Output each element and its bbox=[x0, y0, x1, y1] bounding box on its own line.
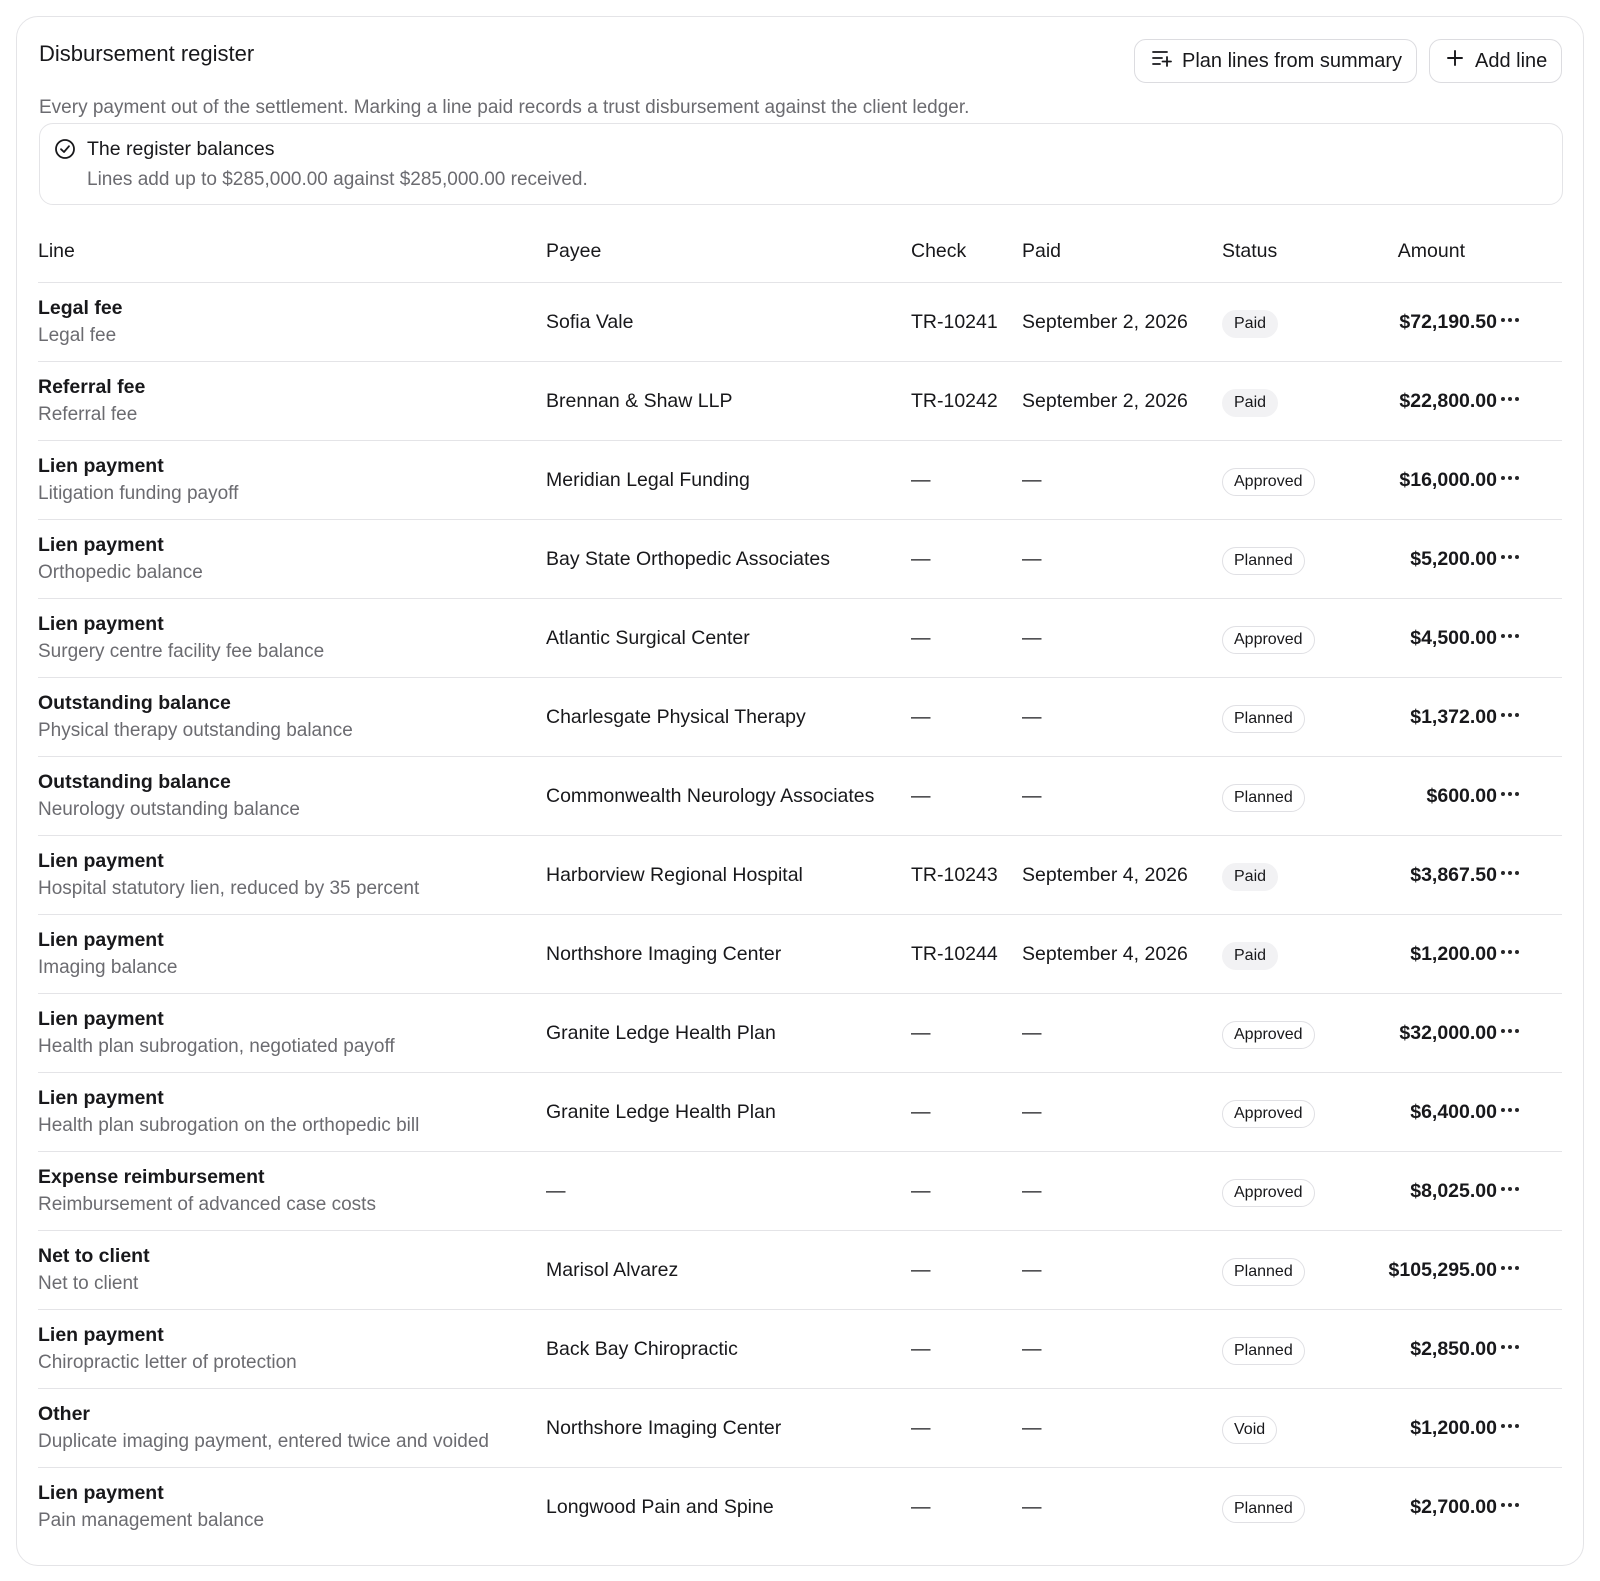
row-menu-button[interactable] bbox=[1497, 1097, 1523, 1123]
row-menu-button[interactable] bbox=[1497, 939, 1523, 965]
check-cell: TR-10241 bbox=[911, 311, 998, 333]
check-cell: — bbox=[911, 469, 931, 491]
payee-cell: Harborview Regional Hospital bbox=[546, 864, 803, 886]
status-badge: Planned bbox=[1222, 705, 1305, 733]
table-row[interactable] bbox=[38, 441, 1562, 520]
more-horizontal-icon bbox=[1501, 1424, 1519, 1428]
table-row[interactable] bbox=[38, 678, 1562, 757]
check-cell: — bbox=[911, 706, 931, 728]
amount-cell: $1,200.00 bbox=[1410, 943, 1497, 965]
more-horizontal-icon bbox=[1501, 318, 1519, 322]
line-description: Health plan subrogation, negotiated payoff bbox=[38, 1036, 395, 1057]
more-horizontal-icon bbox=[1501, 950, 1519, 954]
line-title: Other bbox=[38, 1403, 91, 1425]
page-subtitle: Every payment out of the settlement. Marking a line paid records a trust disbursement against the client ledger. bbox=[39, 97, 970, 118]
amount-cell: $105,295.00 bbox=[1388, 1259, 1497, 1281]
amount-cell: $600.00 bbox=[1426, 785, 1497, 807]
line-description: Legal fee bbox=[38, 325, 117, 346]
status-cell bbox=[1222, 705, 1305, 733]
paid-date-cell: September 4, 2026 bbox=[1022, 864, 1188, 886]
row-menu-button[interactable] bbox=[1497, 1334, 1523, 1360]
line-description: Duplicate imaging payment, entered twice and voided bbox=[38, 1431, 489, 1452]
plan-lines-label: Plan lines from summary bbox=[1182, 49, 1403, 72]
amount-cell: $4,500.00 bbox=[1410, 627, 1497, 649]
row-menu-button[interactable] bbox=[1497, 781, 1523, 807]
line-title: Lien payment bbox=[38, 534, 164, 556]
line-description: Chiropractic letter of protection bbox=[38, 1352, 297, 1373]
check-cell: — bbox=[911, 1496, 931, 1518]
line-title: Lien payment bbox=[38, 613, 164, 635]
status-cell bbox=[1222, 1179, 1315, 1207]
line-description: Net to client bbox=[38, 1273, 139, 1294]
table-row[interactable] bbox=[38, 520, 1562, 599]
check-cell: — bbox=[911, 1338, 931, 1360]
amount-cell: $3,867.50 bbox=[1410, 864, 1497, 886]
line-description: Surgery centre facility fee balance bbox=[38, 641, 325, 662]
amount-cell: $72,190.50 bbox=[1399, 311, 1497, 333]
paid-date-cell: — bbox=[1022, 469, 1042, 491]
line-title: Lien payment bbox=[38, 1008, 164, 1030]
status-cell bbox=[1222, 1258, 1305, 1286]
line-description: Hospital statutory lien, reduced by 35 percent bbox=[38, 878, 420, 899]
row-menu-button[interactable] bbox=[1497, 1176, 1523, 1202]
row-menu-button[interactable] bbox=[1497, 623, 1523, 649]
table-row[interactable] bbox=[38, 994, 1562, 1073]
line-title: Lien payment bbox=[38, 455, 164, 477]
status-cell bbox=[1222, 626, 1315, 654]
status-cell bbox=[1222, 1100, 1315, 1128]
amount-cell: $22,800.00 bbox=[1399, 390, 1497, 412]
amount-cell: $6,400.00 bbox=[1410, 1101, 1497, 1123]
paid-date-cell: September 2, 2026 bbox=[1022, 311, 1188, 333]
table-body bbox=[38, 283, 1562, 1547]
page-title: Disbursement register bbox=[39, 41, 255, 66]
status-cell bbox=[1222, 784, 1305, 812]
plan-lines-button[interactable] bbox=[1134, 39, 1417, 83]
row-menu-button[interactable] bbox=[1497, 1255, 1523, 1281]
table-row[interactable] bbox=[38, 362, 1562, 441]
paid-date-cell: — bbox=[1022, 627, 1042, 649]
table-row[interactable] bbox=[38, 1231, 1562, 1310]
balance-callout bbox=[39, 123, 1563, 205]
more-horizontal-icon bbox=[1501, 1345, 1519, 1349]
amount-cell: $16,000.00 bbox=[1399, 469, 1497, 491]
table-row[interactable] bbox=[38, 915, 1562, 994]
amount-cell: $8,025.00 bbox=[1410, 1180, 1497, 1202]
status-cell bbox=[1222, 1495, 1305, 1523]
paid-date-cell: — bbox=[1022, 1259, 1042, 1281]
status-cell bbox=[1222, 1416, 1277, 1444]
amount-cell: $1,372.00 bbox=[1410, 706, 1497, 728]
check-circle-icon bbox=[54, 138, 76, 165]
payee-cell: — bbox=[546, 1180, 566, 1202]
row-menu-button[interactable] bbox=[1497, 1018, 1523, 1044]
add-line-button[interactable] bbox=[1429, 39, 1562, 83]
paid-date-cell: — bbox=[1022, 1022, 1042, 1044]
payee-cell: Marisol Alvarez bbox=[546, 1259, 679, 1281]
line-title: Outstanding balance bbox=[38, 771, 231, 793]
payee-cell: Longwood Pain and Spine bbox=[546, 1496, 774, 1518]
line-title: Lien payment bbox=[38, 929, 164, 951]
table-header bbox=[38, 228, 1562, 283]
column-header-amount: Amount bbox=[1397, 240, 1465, 262]
row-menu-button[interactable] bbox=[1497, 386, 1523, 412]
row-menu-button[interactable] bbox=[1497, 1492, 1523, 1518]
status-cell bbox=[1222, 310, 1278, 338]
payee-cell: Sofia Vale bbox=[546, 311, 634, 333]
paid-date-cell: — bbox=[1022, 548, 1042, 570]
amount-cell: $2,700.00 bbox=[1410, 1496, 1497, 1518]
payee-cell: Back Bay Chiropractic bbox=[546, 1338, 738, 1360]
paid-date-cell: September 4, 2026 bbox=[1022, 943, 1188, 965]
line-title: Lien payment bbox=[38, 1324, 164, 1346]
row-menu-button[interactable] bbox=[1497, 465, 1523, 491]
line-title: Lien payment bbox=[38, 850, 164, 872]
more-horizontal-icon bbox=[1501, 1503, 1519, 1507]
status-badge: Approved bbox=[1222, 626, 1315, 654]
table-row[interactable] bbox=[38, 1310, 1562, 1389]
column-header-status: Status bbox=[1222, 240, 1278, 262]
table-row[interactable] bbox=[38, 283, 1562, 362]
status-cell bbox=[1222, 863, 1278, 891]
payee-cell: Brennan & Shaw LLP bbox=[546, 390, 733, 412]
more-horizontal-icon bbox=[1501, 871, 1519, 875]
table-row[interactable] bbox=[38, 1468, 1562, 1547]
paid-date-cell: — bbox=[1022, 1496, 1042, 1518]
more-horizontal-icon bbox=[1501, 476, 1519, 480]
payee-cell: Granite Ledge Health Plan bbox=[546, 1101, 776, 1123]
column-header-paid: Paid bbox=[1022, 240, 1062, 262]
status-badge: Approved bbox=[1222, 1100, 1315, 1128]
paid-date-cell: — bbox=[1022, 1338, 1042, 1360]
more-horizontal-icon bbox=[1501, 1029, 1519, 1033]
add-line-label: Add line bbox=[1475, 49, 1548, 72]
check-cell: — bbox=[911, 548, 931, 570]
payee-cell: Meridian Legal Funding bbox=[546, 469, 750, 491]
list-plus-icon bbox=[1150, 47, 1172, 75]
payee-cell: Bay State Orthopedic Associates bbox=[546, 548, 830, 570]
status-badge: Planned bbox=[1222, 1258, 1305, 1286]
line-title: Lien payment bbox=[38, 1087, 164, 1109]
more-horizontal-icon bbox=[1501, 792, 1519, 796]
payee-cell: Granite Ledge Health Plan bbox=[546, 1022, 776, 1044]
paid-date-cell: — bbox=[1022, 1180, 1042, 1202]
more-horizontal-icon bbox=[1501, 1266, 1519, 1270]
line-description: Pain management balance bbox=[38, 1510, 265, 1531]
status-cell bbox=[1222, 389, 1278, 417]
row-menu-button[interactable] bbox=[1497, 860, 1523, 886]
more-horizontal-icon bbox=[1501, 1187, 1519, 1191]
line-description: Neurology outstanding balance bbox=[38, 799, 300, 820]
status-badge: Planned bbox=[1222, 1495, 1305, 1523]
line-title: Net to client bbox=[38, 1245, 150, 1267]
column-header-check: Check bbox=[911, 240, 967, 262]
line-description: Health plan subrogation on the orthopedic bill bbox=[38, 1115, 420, 1136]
status-badge: Approved bbox=[1222, 1021, 1315, 1049]
check-cell: TR-10244 bbox=[911, 943, 998, 965]
line-title: Lien payment bbox=[38, 1482, 164, 1504]
line-description: Referral fee bbox=[38, 404, 138, 425]
amount-cell: $2,850.00 bbox=[1410, 1338, 1497, 1360]
table-row[interactable] bbox=[38, 1152, 1562, 1231]
line-title: Outstanding balance bbox=[38, 692, 231, 714]
status-badge: Approved bbox=[1222, 468, 1315, 496]
check-cell: TR-10242 bbox=[911, 390, 998, 412]
column-header-line: Line bbox=[38, 240, 75, 262]
paid-date-cell: September 2, 2026 bbox=[1022, 390, 1188, 412]
more-horizontal-icon bbox=[1501, 1108, 1519, 1112]
payee-cell: Charlesgate Physical Therapy bbox=[546, 706, 806, 728]
payee-cell: Northshore Imaging Center bbox=[546, 943, 782, 965]
status-badge: Planned bbox=[1222, 1337, 1305, 1365]
paid-date-cell: — bbox=[1022, 1101, 1042, 1123]
status-badge: Planned bbox=[1222, 547, 1305, 575]
line-description: Reimbursement of advanced case costs bbox=[38, 1194, 376, 1215]
paid-date-cell: — bbox=[1022, 785, 1042, 807]
table-row[interactable] bbox=[38, 599, 1562, 678]
status-cell bbox=[1222, 1021, 1315, 1049]
row-menu-button[interactable] bbox=[1497, 544, 1523, 570]
more-horizontal-icon bbox=[1501, 713, 1519, 717]
status-badge: Paid bbox=[1222, 863, 1278, 891]
line-description: Imaging balance bbox=[38, 957, 178, 978]
status-cell bbox=[1222, 547, 1305, 575]
check-cell: — bbox=[911, 627, 931, 649]
status-badge: Void bbox=[1222, 1416, 1277, 1444]
column-header-payee: Payee bbox=[546, 240, 602, 262]
amount-cell: $32,000.00 bbox=[1399, 1022, 1497, 1044]
check-cell: — bbox=[911, 785, 931, 807]
line-description: Litigation funding payoff bbox=[38, 483, 239, 504]
status-badge: Paid bbox=[1222, 310, 1278, 338]
callout-title: The register balances bbox=[87, 138, 275, 160]
paid-date-cell: — bbox=[1022, 706, 1042, 728]
status-badge: Paid bbox=[1222, 942, 1278, 970]
status-cell bbox=[1222, 942, 1278, 970]
disbursement-table bbox=[38, 228, 1562, 1547]
table-row[interactable] bbox=[38, 757, 1562, 836]
status-badge: Approved bbox=[1222, 1179, 1315, 1207]
check-cell: — bbox=[911, 1417, 931, 1439]
check-cell: — bbox=[911, 1101, 931, 1123]
status-cell bbox=[1222, 468, 1315, 496]
more-horizontal-icon bbox=[1501, 397, 1519, 401]
row-menu-button[interactable] bbox=[1497, 307, 1523, 333]
line-description: Orthopedic balance bbox=[38, 562, 203, 583]
paid-date-cell: — bbox=[1022, 1417, 1042, 1439]
table-row[interactable] bbox=[38, 1073, 1562, 1152]
check-cell: — bbox=[911, 1022, 931, 1044]
line-title: Legal fee bbox=[38, 297, 123, 319]
table-row[interactable] bbox=[38, 1389, 1562, 1468]
row-menu-button[interactable] bbox=[1497, 702, 1523, 728]
status-cell bbox=[1222, 1337, 1305, 1365]
check-cell: — bbox=[911, 1180, 931, 1202]
plus-icon bbox=[1445, 48, 1465, 74]
payee-cell: Commonwealth Neurology Associates bbox=[546, 785, 875, 807]
check-cell: TR-10243 bbox=[911, 864, 998, 886]
row-menu-button[interactable] bbox=[1497, 1413, 1523, 1439]
status-badge: Planned bbox=[1222, 784, 1305, 812]
amount-cell: $5,200.00 bbox=[1410, 548, 1497, 570]
payee-cell: Northshore Imaging Center bbox=[546, 1417, 782, 1439]
more-horizontal-icon bbox=[1501, 634, 1519, 638]
check-cell: — bbox=[911, 1259, 931, 1281]
callout-text: Lines add up to $285,000.00 against $285,000.00 received. bbox=[87, 169, 588, 190]
more-horizontal-icon bbox=[1501, 555, 1519, 559]
line-title: Referral fee bbox=[38, 376, 146, 398]
payee-cell: Atlantic Surgical Center bbox=[546, 627, 750, 649]
line-description: Physical therapy outstanding balance bbox=[38, 720, 353, 741]
status-badge: Paid bbox=[1222, 389, 1278, 417]
table-row[interactable] bbox=[38, 836, 1562, 915]
line-title: Expense reimbursement bbox=[38, 1166, 265, 1188]
amount-cell: $1,200.00 bbox=[1410, 1417, 1497, 1439]
